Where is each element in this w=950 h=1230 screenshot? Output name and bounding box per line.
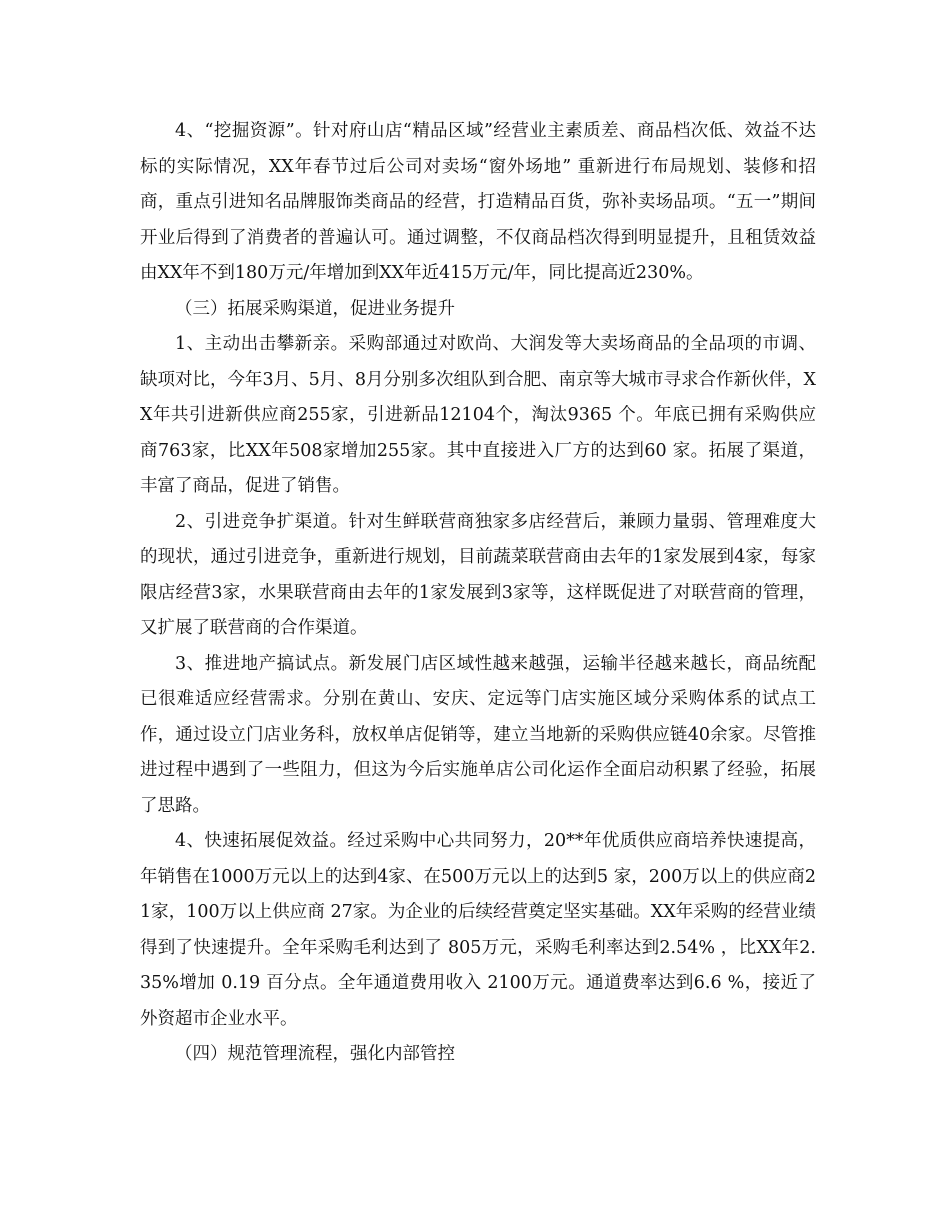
paragraph-new-suppliers: 1、主动出击攀新亲。采购部通过对欧尚、大润发等大卖场商品的全品项的市调、缺项对比，今年3月、5月、8月分别多次组队到合肥、南京等大城市寻求合作新伙伴，XX年共引进新供应商255家，引进新品12104个，淘汰9365 个。年底已拥有采购供应商763家，比XX年508家增加255家。其中直接进入厂方的达到60 家。拓展了渠道，丰富了商品，促进了销售。 [140, 334, 816, 496]
paragraph-resource-mining: 4、“挖掘资源”。针对府山店“精品区域”经营业主素质差、商品档次低、效益不达标的实际情况，XX年春节过后公司对卖场“窗外场地” 重新进行布局规划、装修和招商，重点引进知名品牌服饰类商品的经营，打造精品百货，弥补卖场品项。“五一”期间开业后得到了消费者的普遍认可。通过调整，不仅商品档次得到明显提升，且租赁效益由XX年不到180万元/年增加到XX年近415万元/年，同比提高近230%。 [140, 121, 816, 283]
paragraph-local-pilot: 3、推进地产搞试点。新发展门店区域性越来越强，运输半径越来越长，商品统配已很难适应经营需求。分别在黄山、安庆、定远等门店实施区域分采购体系的试点工作，通过设立门店业务科，放权单店促销等，建立当地新的采购供应链40余家。尽管推进过程中遇到了一些阻力，但这为今后实施单店公司化运作全面启动积累了经验，拓展了思路。 [140, 653, 816, 816]
paragraph-competition-channels: 2、引进竞争扩渠道。针对生鲜联营商独家多店经营后，兼顾力量弱、管理难度大的现状，通过引进竞争，重新进行规划，目前蔬菜联营商由去年的1家发展到4家，每家限店经营3家，水果联营商由去年的1家发展到3家等，这样既促进了对联营商的管理，又扩展了联营商的合作渠道。 [140, 511, 816, 638]
document-body [140, 114, 816, 1073]
paragraph-efficiency: 4、快速拓展促效益。经过采购中心共同努力，20**年优质供应商培养快速提高，年销售在1000万元以上的达到4家、在500万元以上的达到5 家，200万以上的供应商21家，100万以上供应商 27家。为企业的后续经营奠定坚实基础。XX年采购的经营业绩得到了快速提升。全年采购毛利达到了 805万元，采购毛利率达到2.54% ，比XX年2.35%增加 0.19 百分点。全年通道费用收入 2100万元。通道费率达到6.6 %，接近了外资超市企业水平。 [140, 831, 816, 1029]
section-heading-procurement-channels: （三）拓展采购渠道，促进业务提升 [175, 298, 455, 319]
section-heading-management-process: （四）规范管理流程，强化内部管控 [175, 1044, 455, 1064]
